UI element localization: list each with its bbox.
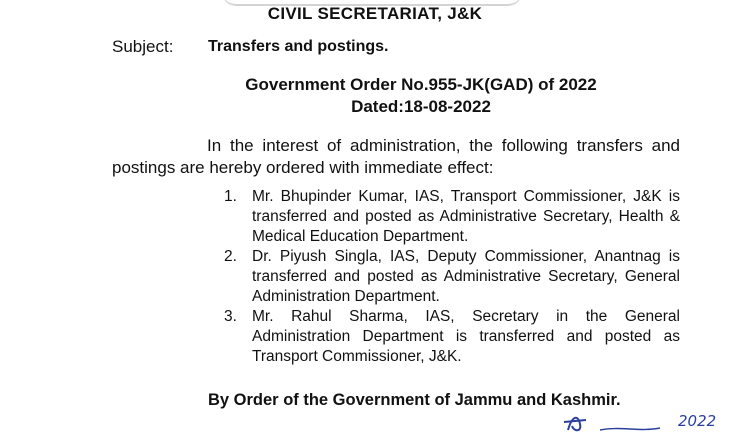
order-number: Government Order No.955-JK(GAD) of 2022 (245, 75, 597, 94)
list-item-text: Dr. Piyush Singla, IAS, Deputy Commissioner, Anantnag is transferred and posted as Administrative Secretary, General Administration Department. (252, 248, 680, 305)
subject-text: Transfers and postings. (208, 38, 389, 55)
list-item (224, 307, 680, 367)
list-item-number: 2. (224, 248, 237, 265)
intro-paragraph: In the interest of administration, the following transfers and postings are hereby ordered with immediate effect: (112, 136, 680, 177)
signature-scribble (560, 408, 750, 434)
list-item-number: 1. (224, 188, 237, 205)
list-item-text: Mr. Rahul Sharma, IAS, Secretary in the General Administration Department is transferred and posted as Transport Commissioner, J&K. (252, 308, 680, 365)
order-date: Dated:18-08-2022 (351, 97, 491, 116)
list-item (224, 247, 680, 307)
signature-date: 2022 (678, 412, 717, 430)
closing-line: By Order of the Government of Jammu and Kashmir. (208, 391, 621, 409)
list-item (224, 187, 680, 247)
office-heading: CIVIL SECRETARIAT, J&K (267, 4, 483, 23)
list-item-text: Mr. Bhupinder Kumar, IAS, Transport Commissioner, J&K is transferred and posted as Administrative Secretary, Health & Medical Education Department. (252, 188, 680, 245)
subject-label: Subject: (112, 37, 174, 56)
list-item-number: 3. (224, 308, 237, 325)
transfer-list (224, 187, 680, 367)
